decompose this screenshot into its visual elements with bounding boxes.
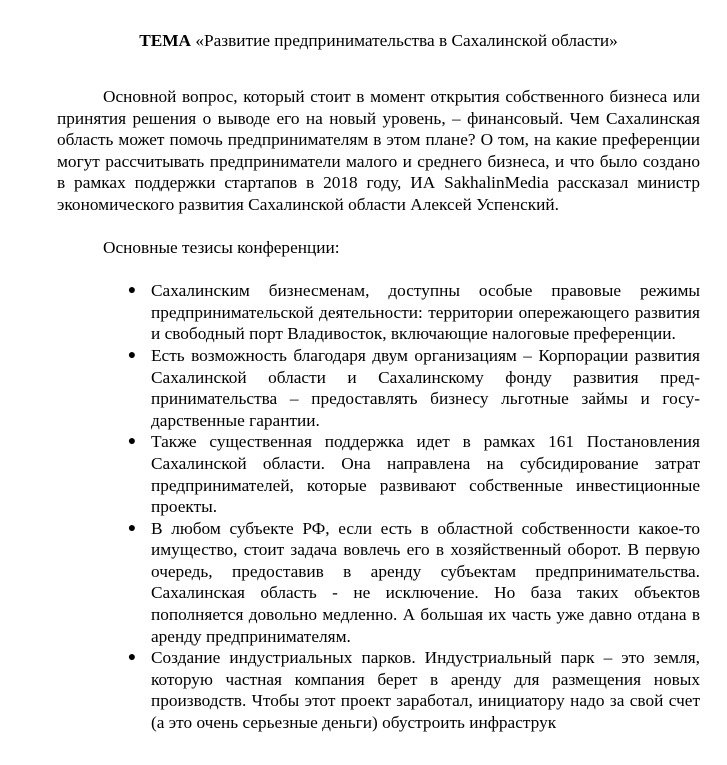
- intro-paragraph: Основной вопрос, который стоит в момент открытия собственного бизнеса или принятия решения о выводе его на новый уровень, – финансовый. Чем Сахалинская область может помочь предпринимателям в этом плане? О том, на какие преференции могут рассчитывать предприниматели малого и среднего бизнеса, и что было создано в рамках поддержки стартапов в 2018 году, ИА SakhalinMedia рассказал министр экономического развития Сахалинской области Алексей Успенский.: [57, 87, 700, 214]
- thesis-item: [127, 431, 700, 517]
- document-title: [57, 30, 700, 52]
- title-text: «Развитие предпринимательства в Сахалинской области»: [195, 31, 618, 50]
- theses-heading: Основные тезисы конференции:: [103, 237, 340, 257]
- bullet-icon: ●: [127, 283, 137, 299]
- bullet-icon: ●: [127, 520, 137, 536]
- thesis-text: Сахалинским бизнесменам, доступны особые правовые режимы предпринимательской деятельности: территории опережающего развития и свободный порт Владивосток, включающие налоговые преференции.: [151, 281, 700, 344]
- thesis-item: [127, 345, 700, 431]
- thesis-text: Есть возможность благодаря двум организациям – Корпорации развития Сахалинской области и Сахалинскому фонду развития предпринимательства – предоставлять бизнесу льготные займы и государственные гарантии.: [151, 345, 700, 430]
- thesis-text: В любом субъекте РФ, если есть в областной собственности какое-то имущество, стоит задача вовлечь его в хозяйственный оборот. В первую очередь, предоставив в аренду субъектам предпринимательства. Сахалинская область - не исключение. Но база таких объектов пополняется довольно медленно. А большая их часть уже давно отдана в аренду предпринимателям.: [151, 518, 700, 646]
- thesis-text: Создание индустриальных парков. Индустриальный парк – это земля, которую частная компания берет в аренду для размещения новых производств. Чтобы этот проект заработал, инициатору надо за свой счет (а это очень серьезные деньги) обустроить инфраструк: [151, 648, 700, 733]
- theses-list: [57, 280, 700, 733]
- bullet-icon: ●: [127, 347, 137, 363]
- thesis-item: [127, 647, 700, 733]
- thesis-item: [127, 518, 700, 648]
- thesis-item: [127, 280, 700, 345]
- bullet-icon: ●: [127, 650, 137, 666]
- thesis-text: Также существенная поддержка идет в рамках 161 Постановления Сахалинской области. Она направлена на субсидирование затрат предпринимателей, которые развивают собственные инвестиционные проекты.: [151, 432, 700, 517]
- document-page: [57, 30, 700, 734]
- bullet-icon: ●: [127, 434, 137, 450]
- title-label: ТЕМА: [139, 31, 192, 50]
